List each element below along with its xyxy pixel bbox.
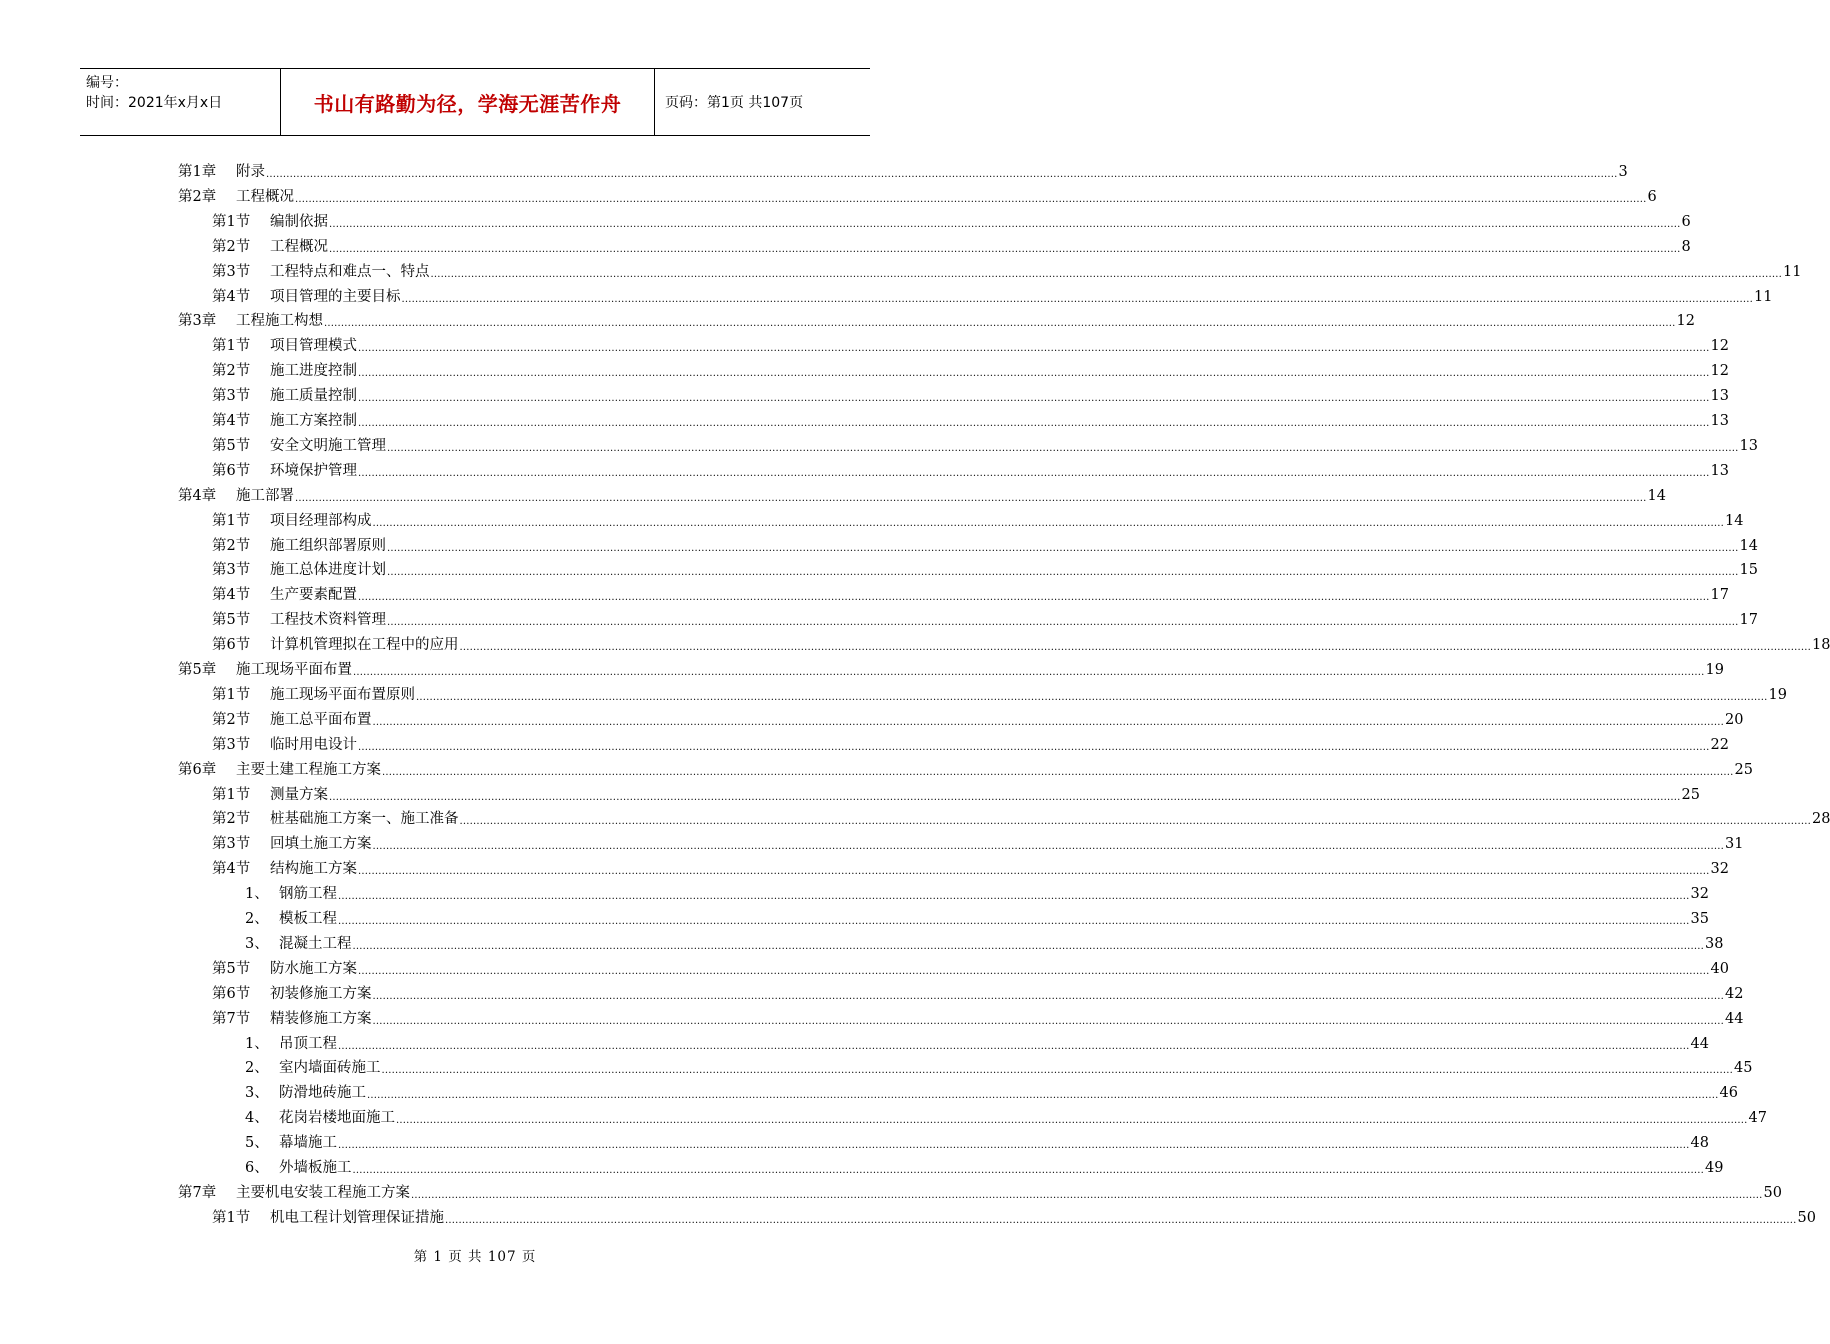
- toc-entry[interactable]: [212, 854, 1729, 879]
- page-footer: 第 1 页 共 107 页: [413, 1249, 537, 1265]
- toc-entry-title: 工程技术资料管理: [270, 612, 386, 629]
- toc-entry-title: 花岗岩楼地面施工: [279, 1110, 395, 1127]
- toc-entry[interactable]: [212, 207, 1691, 232]
- toc-entry-page: 12: [1676, 313, 1695, 330]
- toc-leader-dots: ................................................................................................................................................................................................................................................................................................................................................................................................................: [401, 293, 1753, 305]
- toc-entry-number: 第2章: [178, 188, 217, 205]
- header-page-info: 页码：第1页 共107页: [665, 95, 804, 111]
- toc-leader-dots: ................................................................................................................................................................................................................................................................................................................................................................................................................: [358, 368, 1710, 380]
- toc-entry-number: 3、: [245, 935, 269, 952]
- toc-entry-page: 50: [1797, 1209, 1816, 1226]
- toc-entry[interactable]: [178, 306, 1695, 331]
- toc-entry-title: 混凝土工程: [279, 935, 352, 952]
- toc-entry-number: 第3节: [212, 388, 251, 405]
- toc-entry-title: 模板工程: [279, 911, 337, 927]
- toc-entry-title: 防水施工方案: [270, 960, 357, 977]
- toc-entry[interactable]: [212, 506, 1744, 531]
- toc-entry-title: 精装修施工方案: [270, 1010, 372, 1027]
- toc-leader-dots: ................................................................................................................................................................................................................................................................................................................................................................................................................: [358, 393, 1710, 405]
- toc-leader-dots: ................................................................................................................................................................................................................................................................................................................................................................................................................: [387, 442, 1739, 454]
- toc-entry-number: 第5节: [212, 437, 251, 454]
- toc-entry[interactable]: [245, 1128, 1709, 1153]
- toc-entry-page: 13: [1710, 413, 1729, 429]
- toc-entry-title: 工程概况: [270, 238, 328, 255]
- toc-entry-number: 第3章: [178, 313, 217, 330]
- toc-entry-number: 1、: [245, 1035, 269, 1052]
- toc-entry-title: 工程施工构想: [236, 313, 323, 330]
- toc-entry-number: 第2节: [212, 238, 251, 255]
- toc-entry-number: 2、: [245, 1060, 269, 1077]
- toc-entry-title: 施工总体进度计划: [270, 562, 386, 579]
- toc-entry-title: 临时用电设计: [270, 736, 357, 753]
- toc-entry-number: 第5章: [178, 662, 217, 678]
- toc-entry[interactable]: [212, 356, 1729, 381]
- toc-entry-title: 施工现场平面布置: [236, 662, 352, 678]
- toc-entry-number: 2、: [245, 911, 269, 927]
- toc-entry-title: 附录: [236, 164, 265, 180]
- toc-leader-dots: ................................................................................................................................................................................................................................................................................................................................................................................................................: [352, 1165, 1704, 1176]
- toc-entry-number: 第1章: [178, 164, 217, 180]
- toc-entry-title: 室内墙面砖施工: [279, 1060, 381, 1077]
- toc-leader-dots: ................................................................................................................................................................................................................................................................................................................................................................................................................: [358, 592, 1710, 604]
- toc-entry-number: 第2节: [212, 711, 251, 728]
- toc-entry-title: 施工质量控制: [270, 388, 357, 405]
- toc-entry-title: 施工组织部署原则: [270, 537, 386, 554]
- header-motto: 书山有路勤为径，学海无涯苦作舟: [281, 69, 655, 135]
- toc-entry-title: 主要土建工程施工方案: [236, 761, 381, 778]
- toc-entry-number: 1、: [245, 886, 269, 903]
- toc-entry-number: 第4节: [212, 413, 251, 429]
- toc-leader-dots: ................................................................................................................................................................................................................................................................................................................................................................................................................: [445, 1214, 1797, 1226]
- toc-leader-dots: ................................................................................................................................................................................................................................................................................................................................................................................................................: [387, 542, 1739, 554]
- toc-leader-dots: ................................................................................................................................................................................................................................................................................................................................................................................................................: [358, 965, 1710, 977]
- toc-entry[interactable]: [212, 680, 1787, 705]
- toc-entry[interactable]: [212, 381, 1729, 406]
- toc-entry[interactable]: [212, 282, 1773, 307]
- toc-leader-dots: ................................................................................................................................................................................................................................................................................................................................................................................................................: [338, 1040, 1690, 1052]
- toc-leader-dots: ................................................................................................................................................................................................................................................................................................................................................................................................................: [338, 1140, 1690, 1152]
- toc-leader-dots: ................................................................................................................................................................................................................................................................................................................................................................................................................: [381, 1065, 1733, 1077]
- toc-leader-dots: ................................................................................................................................................................................................................................................................................................................................................................................................................: [372, 716, 1724, 728]
- toc-entry-page: 44: [1724, 1010, 1744, 1027]
- toc-entry[interactable]: [212, 431, 1758, 456]
- toc-entry[interactable]: [212, 257, 1802, 282]
- toc-entry[interactable]: [178, 157, 1628, 182]
- toc-entry-page: 19: [1705, 662, 1724, 678]
- toc-entry-page: 3: [1618, 164, 1628, 180]
- toc-entry[interactable]: [212, 456, 1729, 481]
- toc-entry-number: 第1节: [212, 213, 251, 230]
- toc-entry-page: 14: [1724, 512, 1744, 529]
- toc-entry[interactable]: [212, 232, 1691, 257]
- toc-entry-title: 编制依据: [270, 213, 328, 230]
- toc-entry-number: 4、: [245, 1110, 269, 1127]
- toc-entry[interactable]: [178, 182, 1657, 207]
- toc-entry-page: 13: [1710, 462, 1729, 479]
- toc-entry-page: 50: [1763, 1184, 1782, 1201]
- toc-leader-dots: ................................................................................................................................................................................................................................................................................................................................................................................................................: [459, 642, 1811, 654]
- toc-entry[interactable]: [212, 954, 1729, 979]
- toc-entry-number: 第4节: [212, 288, 251, 305]
- toc-entry[interactable]: [245, 904, 1709, 929]
- toc-entry-title: 外墙板施工: [279, 1160, 352, 1176]
- toc-entry-number: 5、: [245, 1135, 269, 1152]
- toc-entry-page: 17: [1739, 612, 1758, 629]
- toc-entry-page: 13: [1739, 437, 1758, 454]
- doc-number-label: 编号：: [86, 75, 128, 91]
- toc-leader-dots: ................................................................................................................................................................................................................................................................................................................................................................................................................: [387, 617, 1739, 629]
- toc-entry-page: 31: [1724, 836, 1744, 853]
- toc-entry[interactable]: [212, 730, 1729, 755]
- toc-entry[interactable]: [245, 1053, 1753, 1078]
- toc-leader-dots: ................................................................................................................................................................................................................................................................................................................................................................................................................: [329, 791, 1681, 803]
- toc-leader-dots: ................................................................................................................................................................................................................................................................................................................................................................................................................: [367, 1090, 1719, 1102]
- toc-entry-title: 结构施工方案: [270, 861, 357, 878]
- toc-leader-dots: ................................................................................................................................................................................................................................................................................................................................................................................................................: [372, 841, 1724, 853]
- toc-entry-number: 3、: [245, 1085, 269, 1102]
- toc-entry[interactable]: [245, 1103, 1767, 1128]
- toc-entry-page: 14: [1647, 487, 1666, 504]
- toc-entry[interactable]: [245, 1153, 1724, 1178]
- toc-entry-number: 第5节: [212, 960, 251, 977]
- toc-leader-dots: ................................................................................................................................................................................................................................................................................................................................................................................................................: [396, 1115, 1748, 1127]
- toc-leader-dots: ................................................................................................................................................................................................................................................................................................................................................................................................................: [338, 916, 1690, 927]
- toc-leader-dots: ................................................................................................................................................................................................................................................................................................................................................................................................................: [372, 517, 1724, 529]
- toc-entry[interactable]: [212, 780, 1700, 805]
- toc-entry-page: 48: [1690, 1135, 1709, 1152]
- toc-entry-title: 项目经理部构成: [270, 512, 372, 529]
- toc-entry-page: 45: [1733, 1060, 1753, 1077]
- time-label: 时间：2021年x月x日: [86, 95, 223, 111]
- toc-entry[interactable]: [245, 929, 1724, 954]
- toc-entry-number: 第3节: [212, 562, 251, 579]
- toc-leader-dots: ................................................................................................................................................................................................................................................................................................................................................................................................................: [387, 567, 1739, 579]
- toc-entry-page: 14: [1739, 537, 1758, 554]
- toc-entry[interactable]: [212, 804, 1830, 829]
- toc-entry-number: 第1节: [212, 338, 251, 355]
- toc-entry-title: 幕墙施工: [279, 1135, 337, 1152]
- toc-entry-number: 第7章: [178, 1184, 217, 1201]
- toc-entry[interactable]: [178, 655, 1724, 680]
- toc-entry-number: 第7节: [212, 1010, 251, 1027]
- toc-entry[interactable]: [212, 605, 1758, 630]
- toc-entry[interactable]: [245, 1029, 1709, 1054]
- toc-entry-page: 20: [1724, 711, 1744, 728]
- toc-entry-title: 钢筋工程: [279, 886, 337, 903]
- toc-entry-number: 第6节: [212, 985, 251, 1002]
- toc-entry-page: 11: [1753, 288, 1773, 305]
- toc-entry-page: 25: [1734, 761, 1753, 778]
- toc-entry-page: 25: [1681, 786, 1700, 803]
- toc-leader-dots: ................................................................................................................................................................................................................................................................................................................................................................................................................: [352, 940, 1704, 952]
- toc-leader-dots: ................................................................................................................................................................................................................................................................................................................................................................................................................: [358, 866, 1710, 878]
- toc-leader-dots: ................................................................................................................................................................................................................................................................................................................................................................................................................: [329, 243, 1681, 255]
- toc-entry[interactable]: [212, 979, 1744, 1004]
- toc-entry-title: 环境保护管理: [270, 462, 357, 479]
- toc-entry[interactable]: [178, 755, 1753, 780]
- toc-entry-page: 42: [1724, 985, 1744, 1002]
- toc-leader-dots: ................................................................................................................................................................................................................................................................................................................................................................................................................: [459, 816, 1811, 828]
- toc-entry-title: 计算机管理拟在工程中的应用: [270, 637, 459, 654]
- toc-entry-page: 12: [1710, 338, 1729, 355]
- toc-entry-number: 6、: [245, 1160, 269, 1176]
- toc-entry-title: 项目管理的主要目标: [270, 288, 401, 305]
- toc-entry-title: 施工总平面布置: [270, 711, 372, 728]
- toc-entry-title: 施工现场平面布置原则: [270, 686, 415, 703]
- toc-leader-dots: ................................................................................................................................................................................................................................................................................................................................................................................................................: [358, 741, 1710, 753]
- toc-leader-dots: ................................................................................................................................................................................................................................................................................................................................................................................................................: [266, 169, 1618, 180]
- toc-entry-page: 13: [1710, 388, 1729, 405]
- toc-entry-title: 吊顶工程: [279, 1035, 337, 1052]
- toc-entry-title: 工程特点和难点一、特点: [270, 263, 430, 280]
- toc-entry-page: 40: [1710, 960, 1729, 977]
- toc-entry-title: 施工部署: [236, 487, 294, 504]
- toc-entry[interactable]: [212, 406, 1729, 431]
- toc-leader-dots: ................................................................................................................................................................................................................................................................................................................................................................................................................: [338, 891, 1690, 903]
- toc-entry-page: 38: [1704, 935, 1724, 952]
- toc-entry-number: 第3节: [212, 736, 251, 753]
- toc-entry-title: 初装修施工方案: [270, 985, 372, 1002]
- toc-leader-dots: ................................................................................................................................................................................................................................................................................................................................................................................................................: [295, 492, 1647, 504]
- toc-entry-page: 18: [1811, 637, 1830, 654]
- toc-entry-title: 主要机电安装工程施工方案: [236, 1184, 410, 1201]
- header-meta: [80, 69, 281, 135]
- toc-entry-title: 机电工程计划管理保证措施: [270, 1209, 444, 1226]
- toc-leader-dots: ................................................................................................................................................................................................................................................................................................................................................................................................................: [358, 418, 1710, 429]
- toc-entry-page: 8: [1681, 238, 1691, 255]
- toc-entry-page: 32: [1710, 861, 1729, 878]
- toc-entry-number: 第6节: [212, 462, 251, 479]
- toc-entry-title: 安全文明施工管理: [270, 437, 386, 454]
- toc-entry[interactable]: [245, 879, 1709, 904]
- toc-leader-dots: ................................................................................................................................................................................................................................................................................................................................................................................................................: [372, 990, 1724, 1002]
- toc-entry-title: 防滑地砖施工: [279, 1085, 366, 1102]
- toc-leader-dots: ................................................................................................................................................................................................................................................................................................................................................................................................................: [372, 1015, 1724, 1027]
- toc-entry-page: 19: [1768, 686, 1787, 703]
- toc-entry-number: 第4节: [212, 587, 251, 604]
- toc-entry[interactable]: [245, 1078, 1738, 1103]
- toc-entry-page: 32: [1690, 886, 1709, 903]
- toc-entry-number: 第1节: [212, 512, 251, 529]
- toc-leader-dots: ................................................................................................................................................................................................................................................................................................................................................................................................................: [416, 691, 1768, 703]
- toc-entry-number: 第4章: [178, 487, 217, 504]
- toc-entry-page: 6: [1647, 188, 1657, 205]
- toc-entry-number: 第1节: [212, 686, 251, 703]
- toc-entry-page: 15: [1739, 562, 1758, 579]
- toc-entry-title: 生产要素配置: [270, 587, 357, 604]
- toc-entry-title: 工程概况: [236, 188, 294, 205]
- toc-entry-page: 6: [1681, 213, 1691, 230]
- toc-entry-title: 桩基础施工方案一、施工准备: [270, 811, 459, 828]
- toc-entry-page: 49: [1704, 1160, 1724, 1176]
- toc-entry[interactable]: [178, 481, 1666, 506]
- toc-leader-dots: ................................................................................................................................................................................................................................................................................................................................................................................................................: [430, 268, 1782, 280]
- toc-entry[interactable]: [178, 1178, 1782, 1203]
- toc-entry-page: 17: [1710, 587, 1729, 604]
- toc-entry-title: 测量方案: [270, 786, 328, 803]
- toc-entry-number: 第3节: [212, 836, 251, 853]
- toc-entry-number: 第5节: [212, 612, 251, 629]
- toc-entry-number: 第6节: [212, 637, 251, 654]
- toc-entry-page: 11: [1782, 263, 1802, 280]
- toc-entry-title: 项目管理模式: [270, 338, 357, 355]
- toc-entry-page: 47: [1748, 1110, 1767, 1127]
- toc-entry[interactable]: [212, 531, 1758, 556]
- toc-entry-title: 施工进度控制: [270, 363, 357, 380]
- toc-leader-dots: ................................................................................................................................................................................................................................................................................................................................................................................................................: [295, 193, 1647, 205]
- toc-entry[interactable]: [212, 829, 1744, 854]
- toc-entry-page: 12: [1710, 363, 1729, 380]
- toc-entry[interactable]: [212, 630, 1830, 655]
- toc-entry-number: 第1节: [212, 1209, 251, 1226]
- toc-entry-number: 第4节: [212, 861, 251, 878]
- toc-leader-dots: ................................................................................................................................................................................................................................................................................................................................................................................................................: [358, 343, 1710, 355]
- toc-entry-page: 28: [1811, 811, 1830, 828]
- toc-entry-number: 第2节: [212, 363, 251, 380]
- document-header: [80, 68, 870, 136]
- toc-entry-page: 22: [1710, 736, 1729, 753]
- toc-entry[interactable]: [212, 555, 1758, 580]
- toc-entry-title: 回填土施工方案: [270, 836, 372, 853]
- toc-entry-title: 施工方案控制: [270, 413, 357, 429]
- toc-leader-dots: ................................................................................................................................................................................................................................................................................................................................................................................................................: [353, 667, 1705, 678]
- toc-entry-page: 44: [1690, 1035, 1709, 1052]
- toc-leader-dots: ................................................................................................................................................................................................................................................................................................................................................................................................................: [324, 318, 1676, 330]
- toc-entry-page: 35: [1690, 911, 1709, 927]
- toc-leader-dots: ................................................................................................................................................................................................................................................................................................................................................................................................................: [411, 1189, 1763, 1201]
- toc-leader-dots: ................................................................................................................................................................................................................................................................................................................................................................................................................: [382, 766, 1734, 778]
- toc-entry[interactable]: [212, 1203, 1816, 1228]
- toc-leader-dots: ................................................................................................................................................................................................................................................................................................................................................................................................................: [358, 467, 1710, 479]
- toc-entry-number: 第1节: [212, 786, 251, 803]
- toc-entry[interactable]: [212, 331, 1729, 356]
- toc-entry-number: 第3节: [212, 263, 251, 280]
- toc-entry-number: 第6章: [178, 761, 217, 778]
- toc-leader-dots: ................................................................................................................................................................................................................................................................................................................................................................................................................: [329, 218, 1681, 230]
- toc-entry[interactable]: [212, 705, 1744, 730]
- toc-entry[interactable]: [212, 1004, 1744, 1029]
- toc-entry-number: 第2节: [212, 811, 251, 828]
- toc-entry-page: 46: [1719, 1085, 1738, 1102]
- toc-entry[interactable]: [212, 580, 1729, 605]
- toc-entry-number: 第2节: [212, 537, 251, 554]
